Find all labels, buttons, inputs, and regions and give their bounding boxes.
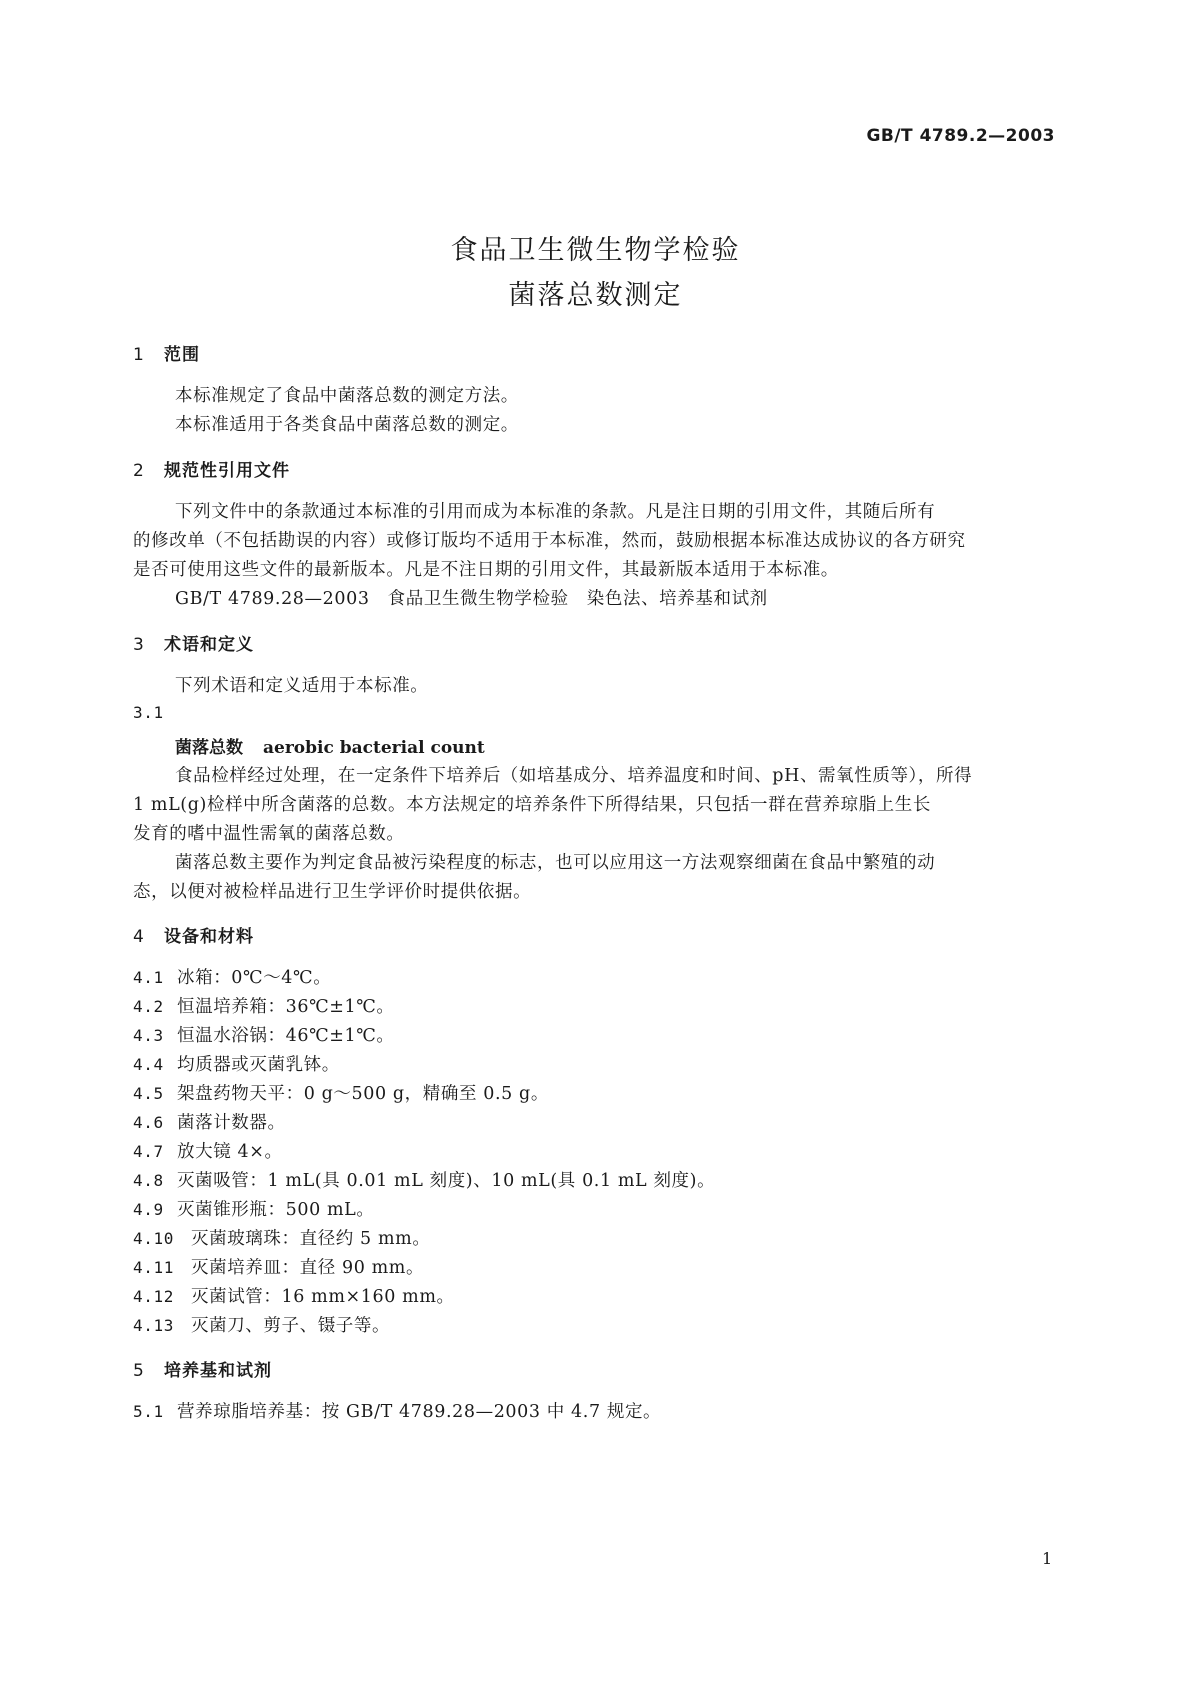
list-item: 4.12 灭菌试管：16 mm×160 mm。 xyxy=(133,1287,455,1307)
normative-reference: GB/T 4789.28—2003 食品卫生微生物学检验 染色法、培养基和试剂 xyxy=(175,589,768,609)
list-item: 4.4 均质器或灭菌乳钵。 xyxy=(133,1055,340,1075)
section-title: 范围 xyxy=(164,345,200,365)
term-entry xyxy=(175,733,485,758)
list-item: 4.7 放大镜 4×。 xyxy=(133,1142,283,1162)
list-item: 4.5 架盘药物天平：0 g～500 g，精确至 0.5 g。 xyxy=(133,1084,549,1104)
definition-line: 1 mL(g)检样中所含菌落的总数。本方法规定的培养条件下所得结果，只包括一群在营养琼脂上生长 xyxy=(133,795,931,815)
list-item: 4.13 灭菌刀、剪子、镊子等。 xyxy=(133,1316,391,1336)
section-number: 2 xyxy=(133,461,145,481)
section-2-heading xyxy=(133,456,290,481)
list-item: 4.9 灭菌锥形瓶：500 mL。 xyxy=(133,1200,375,1220)
definition-line: 发育的嗜中温性需氧的菌落总数。 xyxy=(133,824,405,844)
standard-code: GB/T 4789.2—2003 xyxy=(866,126,1055,146)
list-item: 5.1 营养琼脂培养基：按 GB/T 4789.28—2003 中 4.7 规定。 xyxy=(133,1402,662,1422)
section-title: 术语和定义 xyxy=(164,635,254,655)
page-number: 1 xyxy=(1042,1549,1053,1568)
section-number: 3 xyxy=(133,635,145,655)
note-line: 菌落总数主要作为判定食品被污染程度的标志，也可以应用这一方法观察细菌在食品中繁殖的动 xyxy=(175,853,936,873)
section-3-heading xyxy=(133,630,254,655)
paragraph: 本标准适用于各类食品中菌落总数的测定。 xyxy=(175,415,519,435)
section-4-heading xyxy=(133,922,254,947)
section-title: 规范性引用文件 xyxy=(164,461,290,481)
subclause-number: 3.1 xyxy=(133,703,164,722)
section-title: 设备和材料 xyxy=(164,927,254,947)
list-item: 4.2 恒温培养箱：36℃±1℃。 xyxy=(133,997,395,1017)
term-english: aerobic bacterial count xyxy=(263,738,485,758)
paragraph: 下列术语和定义适用于本标准。 xyxy=(175,676,429,696)
list-item: 4.11 灭菌培养皿：直径 90 mm。 xyxy=(133,1258,425,1278)
section-1-heading xyxy=(133,340,200,365)
paragraph-line: 是否可使用这些文件的最新版本。凡是不注日期的引用文件，其最新版本适用于本标准。 xyxy=(133,560,839,580)
list-item: 4.8 灭菌吸管：1 mL(具 0.01 mL 刻度)、10 mL(具 0.1 mL 刻度)。 xyxy=(133,1171,716,1191)
section-number: 1 xyxy=(133,345,145,365)
document-title: 食品卫生微生物学检验 xyxy=(450,235,741,266)
list-item: 4.6 菌落计数器。 xyxy=(133,1113,286,1133)
list-item: 4.1 冰箱：0℃～4℃。 xyxy=(133,968,332,988)
list-item: 4.3 恒温水浴锅：46℃±1℃。 xyxy=(133,1026,395,1046)
document-subtitle: 菌落总数测定 xyxy=(508,280,683,311)
section-5-heading xyxy=(133,1356,272,1381)
list-item: 4.10 灭菌玻璃珠：直径约 5 mm。 xyxy=(133,1229,431,1249)
definition-line: 食品检样经过处理，在一定条件下培养后（如培基成分、培养温度和时间、pH、需氧性质等），所得 xyxy=(175,766,973,786)
note-line: 态，以便对被检样品进行卫生学评价时提供依据。 xyxy=(133,882,532,902)
paragraph-line: 下列文件中的条款通过本标准的引用而成为本标准的条款。凡是注日期的引用文件，其随后所有 xyxy=(175,502,936,522)
paragraph-line: 的修改单（不包括勘误的内容）或修订版均不适用于本标准，然而，鼓励根据本标准达成协议的各方研究 xyxy=(133,531,966,551)
section-number: 4 xyxy=(133,927,145,947)
section-title: 培养基和试剂 xyxy=(164,1361,272,1381)
paragraph: 本标准规定了食品中菌落总数的测定方法。 xyxy=(175,386,519,406)
section-number: 5 xyxy=(133,1361,145,1381)
term-chinese: 菌落总数 xyxy=(175,738,243,758)
